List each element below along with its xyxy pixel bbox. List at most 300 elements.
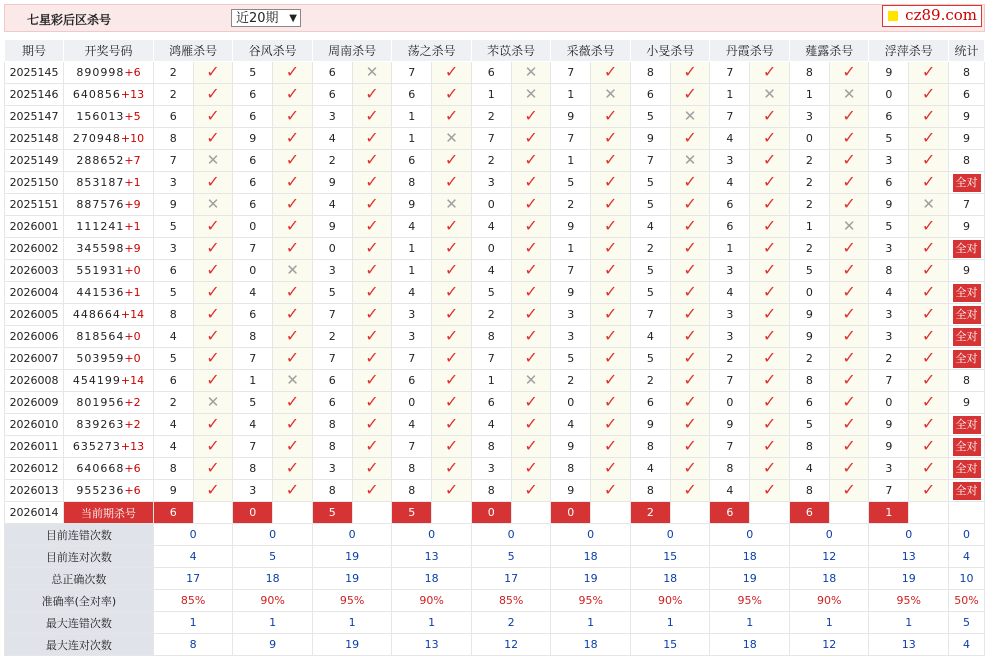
result-right: [511, 458, 551, 480]
all-correct-badge: 全对: [953, 240, 981, 258]
draw-number: 839263: [76, 418, 125, 431]
stats-value: 0: [789, 524, 869, 546]
kill-number-cell: 4: [233, 282, 273, 304]
col-header: 谷风杀号: [233, 40, 313, 62]
kill-number-cell: 4: [630, 216, 670, 238]
check-icon: ✓: [842, 282, 856, 301]
draw-number: 890998: [76, 66, 125, 79]
check-icon: ✓: [365, 392, 379, 411]
draw-number: 503959: [76, 352, 125, 365]
result-right: [829, 458, 869, 480]
draw-number-extra: +2: [124, 396, 141, 409]
current-kill-number: 5: [312, 502, 352, 524]
cross-icon: ✕: [206, 151, 220, 169]
result-right: [670, 172, 710, 194]
kill-number-cell: 6: [630, 84, 670, 106]
result-right: [909, 238, 949, 260]
period-cell: 2026005: [5, 304, 64, 326]
check-icon: ✓: [603, 62, 618, 81]
kill-number-cell: 5: [630, 348, 670, 370]
check-icon: ✓: [921, 304, 936, 323]
check-icon: ✓: [206, 480, 220, 499]
kill-number-cell: 3: [710, 326, 750, 348]
check-icon: ✓: [762, 150, 777, 169]
result-right: [511, 106, 551, 128]
kill-number-cell: 4: [233, 414, 273, 436]
check-icon: ✓: [603, 238, 618, 257]
stats-value: 0: [551, 524, 631, 546]
check-icon: ✓: [842, 414, 856, 433]
stats-value: 19: [312, 568, 392, 590]
col-header: 芣苡杀号: [471, 40, 551, 62]
table-row: [5, 458, 985, 480]
result-right: [352, 106, 392, 128]
result-right: [829, 480, 869, 502]
check-icon: ✓: [683, 238, 697, 257]
cross-icon: ✕: [922, 195, 935, 213]
kill-number-cell: 4: [710, 128, 750, 150]
check-icon: ✓: [683, 370, 697, 389]
result-wrong: [909, 194, 949, 216]
period-cell: 2025147: [5, 106, 64, 128]
draw-number: 288652: [76, 154, 125, 167]
stats-value: 95%: [869, 590, 949, 612]
kill-number-cell: 6: [312, 392, 352, 414]
check-icon: ✓: [365, 150, 379, 169]
check-icon: ✓: [683, 282, 697, 301]
kill-number-cell: 9: [551, 282, 591, 304]
check-icon: ✓: [365, 370, 379, 389]
kill-number-cell: 0: [471, 194, 511, 216]
result-right: [829, 370, 869, 392]
stats-value: 0: [471, 524, 551, 546]
check-icon: ✓: [524, 348, 538, 367]
stats-row: [5, 568, 985, 590]
kill-number-cell: 6: [233, 84, 273, 106]
result-right: [432, 260, 472, 282]
period-cell: 2026013: [5, 480, 64, 502]
kill-number-cell: 7: [392, 62, 432, 84]
draw-number-cell: [64, 458, 154, 480]
check-icon: ✓: [444, 326, 459, 345]
result-wrong: [591, 84, 631, 106]
table-row: [5, 216, 985, 238]
result-right: [591, 304, 631, 326]
check-icon: ✓: [206, 84, 220, 103]
kill-number-cell: 5: [153, 282, 193, 304]
kill-number-cell: 8: [471, 436, 511, 458]
table-row: [5, 304, 985, 326]
result-right: [670, 392, 710, 414]
kill-number-cell: 3: [710, 260, 750, 282]
check-icon: ✓: [921, 216, 936, 235]
check-icon: ✓: [524, 480, 538, 499]
col-header: 鸿雁杀号: [153, 40, 233, 62]
kill-number-cell: 6: [869, 106, 909, 128]
kill-number-cell: 5: [551, 172, 591, 194]
kill-number-cell: 8: [710, 458, 750, 480]
result-right: [511, 150, 551, 172]
result-right: [591, 414, 631, 436]
check-icon: ✓: [603, 480, 618, 499]
result-right: [670, 436, 710, 458]
result-right: [750, 348, 790, 370]
result-right: [273, 348, 313, 370]
draw-number: 156013: [76, 110, 125, 123]
result-right: [432, 348, 472, 370]
check-icon: ✓: [206, 62, 220, 81]
stats-value: 19: [312, 546, 392, 568]
kill-number-cell: 4: [153, 326, 193, 348]
result-right: [829, 62, 869, 84]
draw-number: 448664: [72, 308, 121, 321]
check-icon: ✓: [603, 106, 618, 125]
draw-number-cell: [64, 260, 154, 282]
result-right: [352, 370, 392, 392]
period-cell: 2025146: [5, 84, 64, 106]
kill-number-cell: 1: [392, 260, 432, 282]
current-empty-cell: [273, 502, 313, 524]
period-cell: 2026004: [5, 282, 64, 304]
current-kill-number: 0: [551, 502, 591, 524]
check-icon: ✓: [603, 260, 618, 279]
check-icon: ✓: [921, 62, 936, 81]
draw-number-extra: +0: [124, 330, 141, 343]
check-icon: ✓: [444, 282, 459, 301]
check-icon: ✓: [444, 414, 459, 433]
current-empty-cell: [352, 502, 392, 524]
check-icon: ✓: [603, 436, 618, 455]
result-right: [750, 414, 790, 436]
check-icon: ✓: [683, 172, 697, 191]
result-right: [352, 260, 392, 282]
result-right: [750, 106, 790, 128]
period-cell: 2026014: [5, 502, 64, 524]
result-right: [829, 392, 869, 414]
check-icon: ✓: [206, 370, 220, 389]
kill-number-cell: 9: [392, 194, 432, 216]
check-icon: ✓: [285, 106, 300, 125]
result-right: [432, 62, 472, 84]
stats-value: 15: [630, 546, 710, 568]
check-icon: ✓: [842, 370, 856, 389]
result-right: [909, 414, 949, 436]
result-right: [670, 458, 710, 480]
result-right: [909, 84, 949, 106]
result-right: [511, 238, 551, 260]
cross-icon: ✕: [445, 195, 458, 213]
check-icon: ✓: [524, 172, 538, 191]
kill-number-cell: 9: [551, 106, 591, 128]
check-icon: ✓: [762, 458, 777, 477]
stats-value: 5: [233, 546, 313, 568]
check-icon: ✓: [842, 128, 856, 147]
result-right: [432, 392, 472, 414]
kill-number-cell: 6: [233, 194, 273, 216]
kill-number-cell: 3: [312, 106, 352, 128]
check-icon: ✓: [603, 326, 618, 345]
check-icon: ✓: [524, 216, 538, 235]
kill-number-cell: 4: [710, 480, 750, 502]
result-right: [750, 326, 790, 348]
kill-number-cell: 2: [312, 326, 352, 348]
stats-value: 12: [789, 546, 869, 568]
check-icon: ✓: [206, 128, 220, 147]
result-wrong: [273, 370, 313, 392]
table-row: [5, 414, 985, 436]
result-right: [432, 304, 472, 326]
table-row: [5, 480, 985, 502]
stats-value: 0: [630, 524, 710, 546]
stats-value: 4: [949, 546, 985, 568]
check-icon: ✓: [524, 326, 538, 345]
period-cell: 2026012: [5, 458, 64, 480]
stats-row: [5, 546, 985, 568]
kill-number-cell: 7: [233, 348, 273, 370]
check-icon: ✓: [285, 128, 300, 147]
stat-cell: 8: [949, 370, 985, 392]
result-right: [193, 304, 233, 326]
result-right: [591, 480, 631, 502]
stats-value: 5: [949, 612, 985, 634]
result-right: [829, 238, 869, 260]
kill-number-cell: 9: [869, 414, 909, 436]
kill-number-cell: 3: [710, 304, 750, 326]
check-icon: ✓: [524, 150, 538, 169]
kill-number-cell: 5: [233, 392, 273, 414]
current-empty-cell: [432, 502, 472, 524]
stat-cell: [949, 172, 985, 194]
result-right: [193, 172, 233, 194]
result-right: [193, 348, 233, 370]
draw-number-cell: [64, 150, 154, 172]
chevron-down-icon: ▼: [289, 13, 297, 24]
result-right: [273, 238, 313, 260]
check-icon: ✓: [365, 282, 379, 301]
check-icon: ✓: [921, 106, 936, 125]
result-right: [352, 304, 392, 326]
draw-number-extra: +1: [124, 220, 141, 233]
result-right: [273, 480, 313, 502]
check-icon: ✓: [921, 282, 936, 301]
kill-number-cell: 3: [551, 304, 591, 326]
check-icon: ✓: [524, 458, 538, 477]
cross-icon: ✕: [524, 371, 538, 389]
result-right: [591, 282, 631, 304]
check-icon: ✓: [365, 194, 379, 213]
result-right: [511, 194, 551, 216]
kill-number-cell: 3: [471, 458, 511, 480]
result-right: [909, 458, 949, 480]
check-icon: ✓: [285, 304, 300, 323]
result-right: [591, 370, 631, 392]
draw-number-extra: +14: [120, 308, 145, 321]
kill-number-cell: 9: [789, 304, 829, 326]
site-logo[interactable]: [882, 5, 982, 27]
check-icon: ✓: [285, 150, 300, 169]
check-icon: ✓: [206, 260, 220, 279]
col-header: 开奖号码: [64, 40, 154, 62]
result-right: [273, 84, 313, 106]
result-right: [511, 480, 551, 502]
cross-icon: ✕: [683, 107, 697, 125]
result-right: [750, 172, 790, 194]
result-right: [352, 436, 392, 458]
kill-number-cell: 3: [312, 458, 352, 480]
result-right: [273, 282, 313, 304]
draw-number-extra: +0: [124, 264, 141, 277]
kill-number-cell: 4: [153, 436, 193, 458]
result-right: [193, 282, 233, 304]
draw-number-cell: [64, 128, 154, 150]
result-right: [432, 150, 472, 172]
draw-number-cell: [64, 194, 154, 216]
kill-number-cell: 2: [471, 304, 511, 326]
stats-value: 13: [392, 546, 472, 568]
draw-number-cell: [64, 304, 154, 326]
check-icon: ✓: [206, 326, 220, 345]
kill-number-cell: 2: [471, 150, 511, 172]
all-correct-badge: 全对: [953, 328, 981, 346]
result-wrong: [511, 84, 551, 106]
period-select[interactable]: [231, 9, 301, 27]
stat-cell: 8: [949, 150, 985, 172]
kill-number-cell: 0: [233, 216, 273, 238]
check-icon: ✓: [603, 172, 618, 191]
check-icon: ✓: [921, 326, 936, 345]
result-right: [193, 414, 233, 436]
stats-row: [5, 524, 985, 546]
stats-value: 18: [630, 568, 710, 590]
result-wrong: [670, 106, 710, 128]
result-right: [750, 480, 790, 502]
draw-number-extra: +13: [120, 88, 145, 101]
stats-value: 19: [869, 568, 949, 590]
kill-number-cell: 1: [789, 84, 829, 106]
result-right: [670, 238, 710, 260]
check-icon: ✓: [603, 458, 618, 477]
check-icon: ✓: [444, 150, 459, 169]
check-icon: ✓: [206, 458, 220, 477]
result-right: [273, 304, 313, 326]
draw-number: 887576: [76, 198, 125, 211]
check-icon: ✓: [762, 238, 777, 257]
result-right: [829, 304, 869, 326]
check-icon: ✓: [683, 436, 697, 455]
kill-number-cell: 9: [789, 326, 829, 348]
check-icon: ✓: [603, 282, 618, 301]
kill-number-cell: 3: [153, 238, 193, 260]
kill-number-cell: 8: [471, 480, 511, 502]
kill-number-cell: 0: [551, 392, 591, 414]
kill-number-cell: 3: [551, 326, 591, 348]
current-kill-number: 5: [392, 502, 432, 524]
kill-number-cell: 6: [153, 106, 193, 128]
result-wrong: [829, 216, 869, 238]
kill-number-cell: 4: [392, 216, 432, 238]
stats-value: 5: [471, 546, 551, 568]
kill-number-cell: 0: [869, 84, 909, 106]
kill-number-cell: 9: [551, 436, 591, 458]
stats-value: 1: [789, 612, 869, 634]
result-right: [591, 194, 631, 216]
stat-cell: 9: [949, 128, 985, 150]
draw-number-cell: [64, 216, 154, 238]
result-right: [670, 128, 710, 150]
result-right: [750, 304, 790, 326]
kill-number-cell: 5: [789, 260, 829, 282]
draw-number-extra: +9: [124, 242, 141, 255]
table-row: [5, 436, 985, 458]
kill-number-cell: 0: [710, 392, 750, 414]
kill-number-cell: 2: [789, 238, 829, 260]
kill-number-cell: 5: [233, 62, 273, 84]
stats-value: 13: [869, 634, 949, 656]
current-empty-cell: [909, 502, 949, 524]
result-right: [193, 238, 233, 260]
all-correct-badge: 全对: [953, 306, 981, 324]
current-kill-number: 0: [471, 502, 511, 524]
kill-number-cell: 3: [869, 304, 909, 326]
stats-value: 9: [233, 634, 313, 656]
kill-number-cell: 0: [392, 392, 432, 414]
check-icon: ✓: [921, 436, 936, 455]
check-icon: ✓: [285, 62, 300, 81]
col-header: 期号: [5, 40, 64, 62]
draw-number: 818564: [76, 330, 125, 343]
result-wrong: [273, 260, 313, 282]
top-bar: [4, 4, 985, 32]
kill-number-cell: 1: [551, 84, 591, 106]
stats-value: 0: [153, 524, 233, 546]
draw-number-cell: [64, 370, 154, 392]
check-icon: ✓: [365, 304, 379, 323]
col-header: 统计: [949, 40, 985, 62]
check-icon: ✓: [365, 414, 379, 433]
check-icon: ✓: [524, 304, 538, 323]
result-right: [352, 392, 392, 414]
table-row: [5, 172, 985, 194]
result-right: [511, 172, 551, 194]
result-right: [511, 282, 551, 304]
check-icon: ✓: [683, 458, 697, 477]
kill-number-cell: 4: [471, 414, 511, 436]
kill-number-cell: 4: [789, 458, 829, 480]
result-right: [432, 370, 472, 392]
stat-cell: [949, 304, 985, 326]
check-icon: ✓: [444, 84, 459, 103]
kill-number-cell: 7: [471, 348, 511, 370]
result-right: [670, 304, 710, 326]
kill-number-cell: 8: [551, 458, 591, 480]
result-right: [591, 326, 631, 348]
check-icon: ✓: [683, 84, 697, 103]
check-icon: ✓: [603, 194, 618, 213]
result-right: [511, 392, 551, 414]
check-icon: ✓: [762, 304, 777, 323]
kill-number-cell: 7: [233, 436, 273, 458]
check-icon: ✓: [842, 260, 856, 279]
result-right: [352, 216, 392, 238]
stat-cell: 8: [949, 62, 985, 84]
kill-number-cell: 4: [710, 172, 750, 194]
kill-number-cell: 7: [551, 260, 591, 282]
kill-number-cell: 9: [153, 480, 193, 502]
kill-number-cell: 6: [153, 370, 193, 392]
stats-label: 目前连错次数: [5, 524, 154, 546]
kill-number-cell: 5: [630, 172, 670, 194]
stats-value: 95%: [551, 590, 631, 612]
